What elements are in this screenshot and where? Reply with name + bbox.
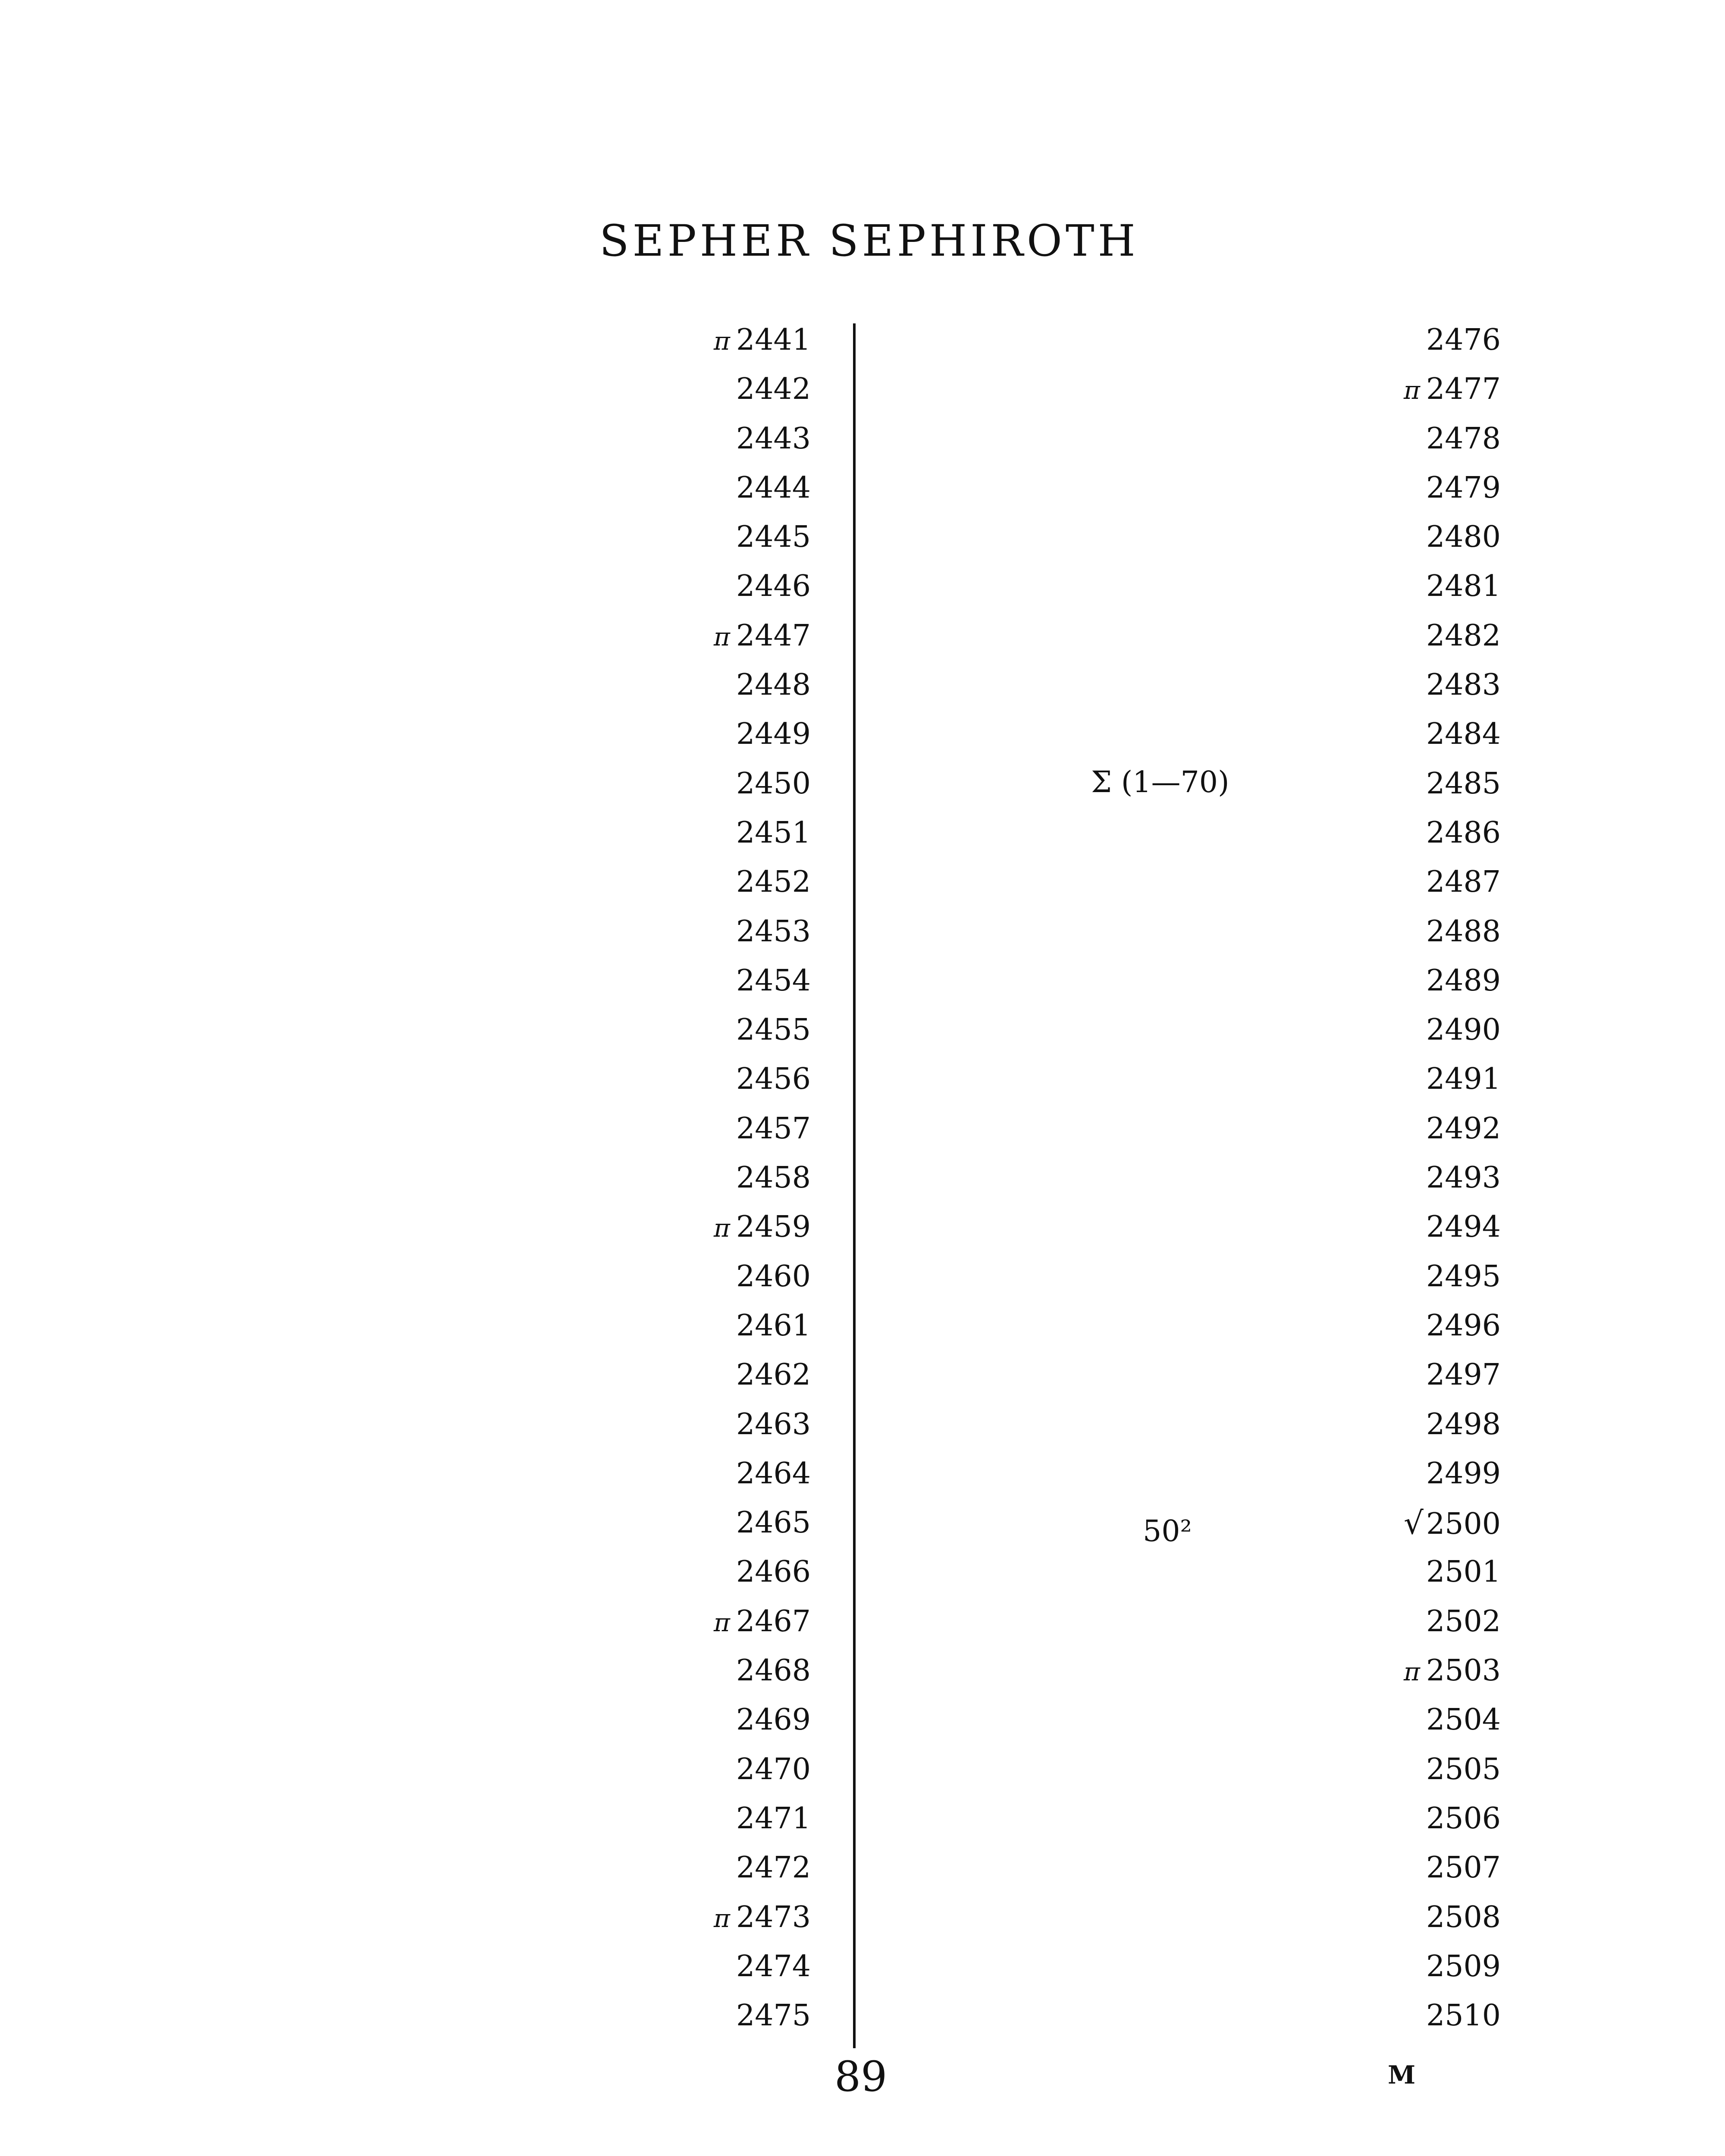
number-entry xyxy=(1242,562,1501,611)
number-entry xyxy=(1242,1695,1501,1745)
number-entry xyxy=(1242,1646,1501,1695)
entry-number: 2483 xyxy=(1426,668,1501,702)
number-entry xyxy=(552,858,811,907)
number-entry xyxy=(1242,1548,1501,1597)
number-entry xyxy=(1242,956,1501,1006)
number-entry xyxy=(1242,1203,1501,1252)
number-entry xyxy=(552,710,811,759)
number-entry xyxy=(552,365,811,414)
number-entry xyxy=(1242,1942,1501,1991)
number-entry xyxy=(1242,858,1501,907)
pi-prime-mark: π xyxy=(1403,1657,1420,1687)
entry-number: 2465 xyxy=(736,1506,811,1540)
number-entry xyxy=(1242,316,1501,365)
number-entry xyxy=(552,1498,811,1548)
number-entry xyxy=(552,1597,811,1646)
entry-number: 2507 xyxy=(1426,1851,1501,1885)
number-entry xyxy=(1242,1252,1501,1301)
number-entry xyxy=(552,1104,811,1153)
entry-number: 2486 xyxy=(1426,815,1501,850)
entry-number: 2443 xyxy=(736,421,811,456)
entry-number: 2495 xyxy=(1426,1259,1501,1294)
entry-number: 2502 xyxy=(1426,1604,1501,1639)
entry-number: 2481 xyxy=(1426,569,1501,604)
entry-number: 2474 xyxy=(736,1949,811,1984)
number-entry xyxy=(552,1893,811,1942)
entry-number: 2476 xyxy=(1426,323,1501,357)
number-entry xyxy=(1242,611,1501,661)
entry-number: 2482 xyxy=(1426,618,1501,653)
entry-number: 2444 xyxy=(736,470,811,505)
pi-prime-mark: π xyxy=(713,1213,730,1243)
number-entry xyxy=(1242,1153,1501,1203)
entry-number: 2451 xyxy=(736,815,811,850)
entry-number: 2489 xyxy=(1426,963,1501,998)
number-entry xyxy=(1242,1449,1501,1498)
pi-prime-mark: π xyxy=(713,326,730,356)
number-entry xyxy=(1242,1893,1501,1942)
number-entry xyxy=(1242,1991,1501,2040)
entry-number: 2453 xyxy=(736,914,811,949)
number-entry xyxy=(552,808,811,858)
number-entry xyxy=(552,1055,811,1104)
pi-prime-mark: π xyxy=(713,622,730,652)
entry-number: 2459 xyxy=(736,1210,811,1244)
number-entry xyxy=(1242,1794,1501,1843)
entry-number: 2450 xyxy=(736,766,811,801)
pi-prime-mark: π xyxy=(1403,376,1420,405)
number-entry xyxy=(1242,513,1501,562)
entry-number: 2466 xyxy=(736,1555,811,1589)
number-entry xyxy=(552,1942,811,1991)
entry-number: 2449 xyxy=(736,717,811,752)
number-entry xyxy=(552,1548,811,1597)
entry-number: 2501 xyxy=(1426,1555,1501,1589)
number-entry xyxy=(1242,1301,1501,1351)
entry-number: 2508 xyxy=(1426,1900,1501,1934)
number-entry xyxy=(1242,1351,1501,1400)
number-entry xyxy=(552,1252,811,1301)
number-entry xyxy=(552,611,811,661)
entry-number: 2500 xyxy=(1426,1507,1501,1542)
page-number: 89 xyxy=(834,2053,888,2101)
number-entry xyxy=(552,1006,811,1055)
number-entry xyxy=(1242,1055,1501,1104)
entry-number: 2445 xyxy=(736,520,811,555)
entry-number: 2496 xyxy=(1426,1308,1501,1343)
number-entry xyxy=(1242,1400,1501,1449)
number-entry xyxy=(552,1745,811,1794)
entry-number: 2503 xyxy=(1426,1654,1501,1688)
entry-number: 2448 xyxy=(736,668,811,702)
left-number-column xyxy=(552,316,811,2040)
entry-number: 2469 xyxy=(736,1703,811,1737)
entry-number: 2472 xyxy=(736,1851,811,1885)
number-entry xyxy=(1242,1006,1501,1055)
entry-number: 2492 xyxy=(1426,1111,1501,1146)
entry-number: 2499 xyxy=(1426,1456,1501,1491)
number-entry xyxy=(1242,907,1501,956)
entry-number: 2470 xyxy=(736,1752,811,1786)
number-entry xyxy=(552,1400,811,1449)
number-entry xyxy=(552,1449,811,1498)
square-note: 50² xyxy=(1143,1514,1192,1548)
entry-number: 2446 xyxy=(736,569,811,604)
entry-number: 2462 xyxy=(736,1358,811,1392)
number-entry xyxy=(1242,1597,1501,1646)
entry-number: 2471 xyxy=(736,1801,811,1836)
signature-mark: M xyxy=(1388,2060,1416,2090)
entry-number: 2490 xyxy=(1426,1013,1501,1047)
square-root-mark: √ xyxy=(1404,1505,1424,1542)
number-entry xyxy=(1242,808,1501,858)
number-entry xyxy=(552,1203,811,1252)
entry-number: 2504 xyxy=(1426,1703,1501,1737)
number-entry xyxy=(1242,710,1501,759)
entry-number: 2460 xyxy=(736,1259,811,1294)
entry-number: 2498 xyxy=(1426,1407,1501,1442)
entry-number: 2455 xyxy=(736,1013,811,1047)
entry-number: 2484 xyxy=(1426,717,1501,752)
entry-number: 2485 xyxy=(1426,766,1501,801)
entry-number: 2493 xyxy=(1426,1161,1501,1195)
entry-number: 2441 xyxy=(736,323,811,357)
number-entry xyxy=(1242,661,1501,710)
entry-number: 2478 xyxy=(1426,421,1501,456)
number-entry xyxy=(552,1794,811,1843)
number-entry xyxy=(552,1646,811,1695)
entry-number: 2505 xyxy=(1426,1752,1501,1786)
number-entry xyxy=(1242,759,1501,808)
entry-number: 2457 xyxy=(736,1111,811,1146)
entry-number: 2452 xyxy=(736,865,811,899)
number-entry xyxy=(552,513,811,562)
entry-number: 2454 xyxy=(736,963,811,998)
entry-number: 2480 xyxy=(1426,520,1501,555)
entry-number: 2506 xyxy=(1426,1801,1501,1836)
entry-number: 2510 xyxy=(1426,1999,1501,2033)
entry-number: 2494 xyxy=(1426,1210,1501,1244)
entry-number: 2463 xyxy=(736,1407,811,1442)
number-entry xyxy=(1242,1843,1501,1893)
number-entry xyxy=(552,956,811,1006)
number-entry xyxy=(552,414,811,464)
number-entry xyxy=(552,1991,811,2040)
entry-number: 2468 xyxy=(736,1654,811,1688)
number-entry xyxy=(552,1301,811,1351)
entry-number: 2447 xyxy=(736,618,811,653)
entry-number: 2442 xyxy=(736,372,811,407)
sum-note: Σ (1—70) xyxy=(1091,765,1229,799)
entry-number: 2456 xyxy=(736,1062,811,1097)
entry-number: 2491 xyxy=(1426,1062,1501,1097)
right-number-column xyxy=(1242,316,1501,2040)
number-entry xyxy=(1242,1498,1501,1548)
entry-number: 2487 xyxy=(1426,865,1501,899)
number-entry xyxy=(552,1351,811,1400)
number-entry xyxy=(552,661,811,710)
column-divider xyxy=(853,323,856,2048)
entry-number: 2461 xyxy=(736,1308,811,1343)
number-entry xyxy=(552,316,811,365)
entry-number: 2497 xyxy=(1426,1358,1501,1392)
entry-number: 2475 xyxy=(736,1999,811,2033)
entry-number: 2479 xyxy=(1426,470,1501,505)
entry-number: 2477 xyxy=(1426,372,1501,407)
number-entry xyxy=(1242,1104,1501,1153)
pi-prime-mark: π xyxy=(713,1608,730,1637)
pi-prime-mark: π xyxy=(713,1903,730,1933)
entry-number: 2488 xyxy=(1426,914,1501,949)
number-entry xyxy=(1242,1745,1501,1794)
number-entry xyxy=(1242,414,1501,464)
entry-number: 2458 xyxy=(736,1161,811,1195)
entry-number: 2473 xyxy=(736,1900,811,1934)
entry-number: 2509 xyxy=(1426,1949,1501,1984)
number-entry xyxy=(552,1843,811,1893)
number-entry xyxy=(552,907,811,956)
number-entry xyxy=(552,464,811,513)
number-entry xyxy=(552,1153,811,1203)
number-entry xyxy=(552,562,811,611)
number-entry xyxy=(1242,365,1501,414)
number-entry xyxy=(552,759,811,808)
page-title: SEPHER SEPHIROTH xyxy=(599,216,1139,266)
number-entry xyxy=(552,1695,811,1745)
number-entry xyxy=(1242,464,1501,513)
entry-number: 2467 xyxy=(736,1604,811,1639)
entry-number: 2464 xyxy=(736,1456,811,1491)
